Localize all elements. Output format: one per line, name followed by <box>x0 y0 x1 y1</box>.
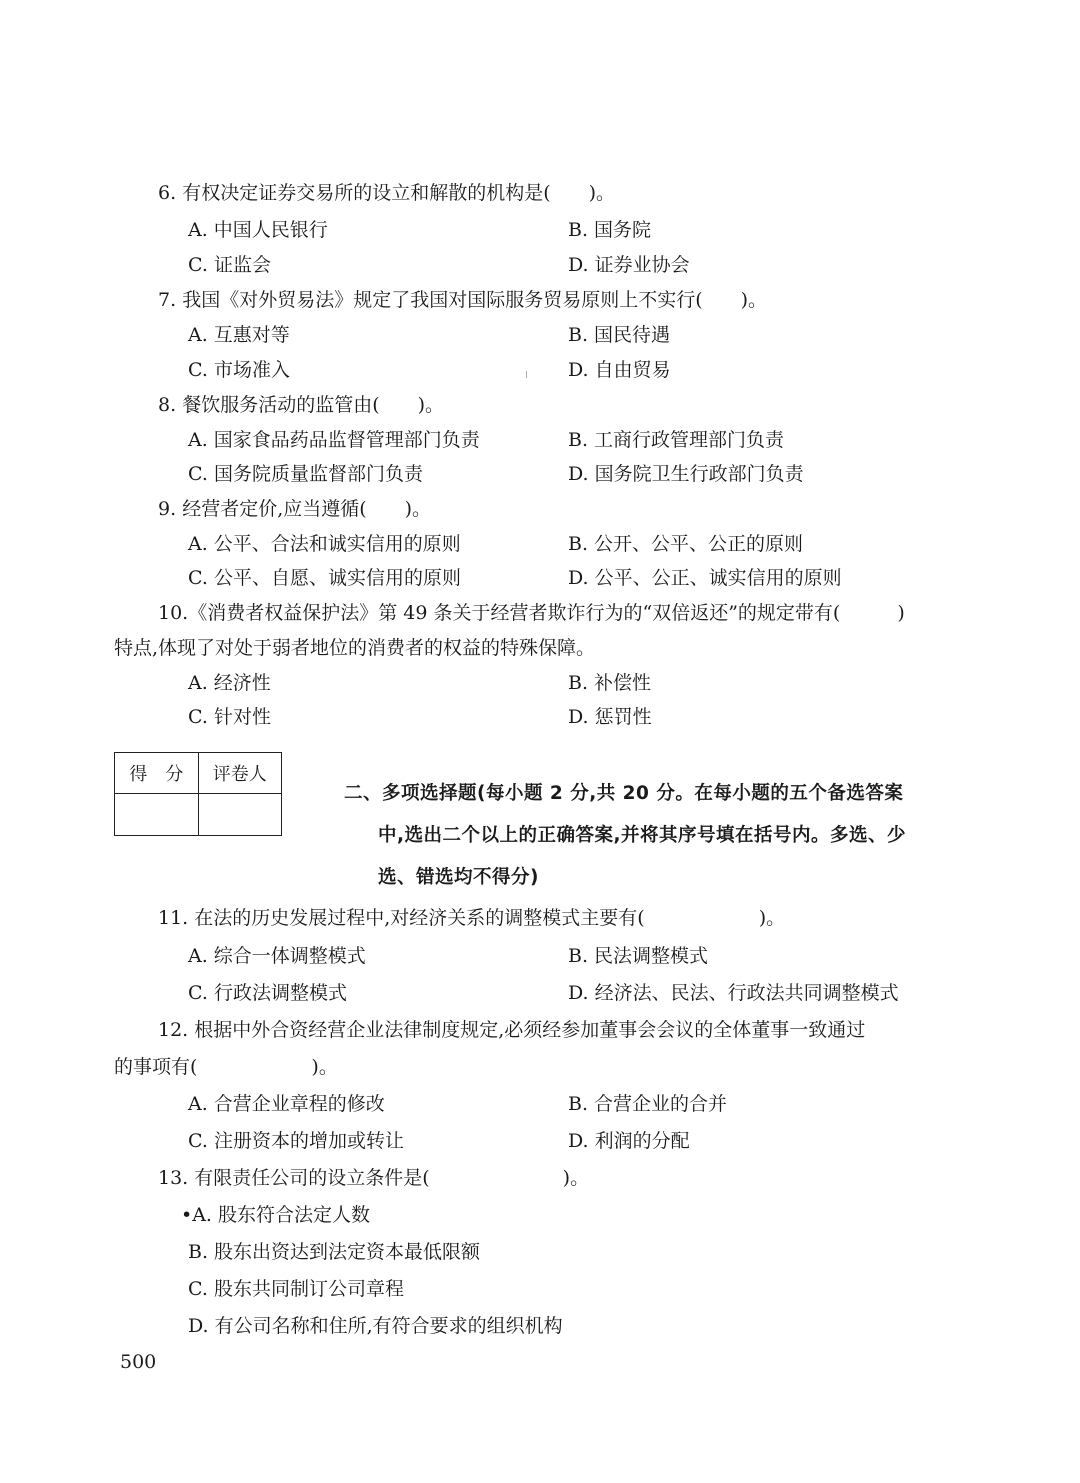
question-10-option-a: A. 经济性 <box>188 672 271 694</box>
question-12-option-c: C. 注册资本的增加或转让 <box>188 1130 404 1152</box>
section-2-heading-line-3: 选、错选均不得分) <box>378 867 539 888</box>
question-10-option-d: D. 惩罚性 <box>568 706 652 728</box>
question-7-option-d: D. 自由贸易 <box>568 359 671 381</box>
question-12-option-d: D. 利润的分配 <box>568 1130 690 1152</box>
question-13-option-a: •A. 股东符合法定人数 <box>181 1204 371 1226</box>
section-2-heading-line-1: 二、多项选择题(每小题 2 分,共 20 分。在每小题的五个备选答案 <box>344 783 904 804</box>
question-6-option-d: D. 证券业协会 <box>568 254 690 276</box>
question-7-stem: 7. 我国《对外贸易法》规定了我国对国际服务贸易原则上不实行( )。 <box>158 289 768 311</box>
question-7-option-c: C. 市场准入 <box>188 359 290 381</box>
question-11-stem: 11. 在法的历史发展过程中,对经济关系的调整模式主要有( )。 <box>158 907 786 929</box>
question-7-option-b: B. 国民待遇 <box>568 324 671 346</box>
question-13-option-b: B. 股东出资达到法定资本最低限额 <box>188 1241 481 1263</box>
question-13-option-c: C. 股东共同制订公司章程 <box>188 1278 404 1300</box>
question-9-option-c: C. 公平、自愿、诚实信用的原则 <box>188 567 461 589</box>
question-9-option-b: B. 公开、公平、公正的原则 <box>568 533 804 555</box>
question-7-option-a: A. 互惠对等 <box>188 324 290 346</box>
question-8-option-a: A. 国家食品药品监督管理部门负责 <box>188 429 480 451</box>
question-10-stem-line-1: 10.《消费者权益保护法》第 49 条关于经营者欺诈行为的“双倍返还”的规定带有( ) <box>158 602 905 624</box>
question-12-option-a: A. 合营企业章程的修改 <box>188 1093 385 1115</box>
question-8-stem: 8. 餐饮服务活动的监管由( )。 <box>158 394 445 416</box>
question-10-stem-line-2: 特点,体现了对处于弱者地位的消费者的权益的特殊保障。 <box>114 637 596 659</box>
question-11-option-d: D. 经济法、民法、行政法共同调整模式 <box>568 982 899 1004</box>
question-6-stem: 6. 有权决定证券交易所的设立和解散的机构是( )。 <box>158 182 616 204</box>
question-6-option-a: A. 中国人民银行 <box>188 219 328 241</box>
question-11-option-a: A. 综合一体调整模式 <box>188 945 366 967</box>
score-label: 得 分 <box>115 753 199 794</box>
question-8-option-b: B. 工商行政管理部门负责 <box>568 429 785 451</box>
question-6-option-b: B. 国务院 <box>568 219 652 241</box>
question-12-option-b: B. 合营企业的合并 <box>568 1093 728 1115</box>
grader-label: 评卷人 <box>198 753 282 794</box>
question-6-option-c: C. 证监会 <box>188 254 271 276</box>
question-13-stem: 13. 有限责任公司的设立条件是( )。 <box>158 1167 590 1189</box>
question-10-option-c: C. 针对性 <box>188 706 271 728</box>
grader-cell <box>198 794 282 836</box>
question-12-stem-line-1: 12. 根据中外合资经营企业法律制度规定,必须经参加董事会会议的全体董事一致通过 <box>158 1019 866 1041</box>
question-9-option-a: A. 公平、合法和诚实信用的原则 <box>188 533 461 555</box>
section-2-heading-line-2: 中,选出二个以上的正确答案,并将其序号填在括号内。多选、少 <box>378 825 907 846</box>
question-12-stem-line-2: 的事项有( )。 <box>114 1056 338 1078</box>
question-9-stem: 9. 经营者定价,应当遵循( )。 <box>158 498 432 520</box>
question-10-option-b: B. 补偿性 <box>568 672 652 694</box>
scan-mark <box>526 371 527 378</box>
question-8-option-d: D. 国务院卫生行政部门负责 <box>568 463 804 485</box>
question-13-option-d: D. 有公司名称和住所,有符合要求的组织机构 <box>188 1315 563 1337</box>
score-box <box>114 752 282 836</box>
page-number: 500 <box>120 1351 157 1373</box>
question-11-option-b: B. 民法调整模式 <box>568 945 709 967</box>
score-cell <box>115 794 199 836</box>
question-11-option-c: C. 行政法调整模式 <box>188 982 347 1004</box>
question-8-option-c: C. 国务院质量监督部门负责 <box>188 463 423 485</box>
question-9-option-d: D. 公平、公正、诚实信用的原则 <box>568 567 842 589</box>
